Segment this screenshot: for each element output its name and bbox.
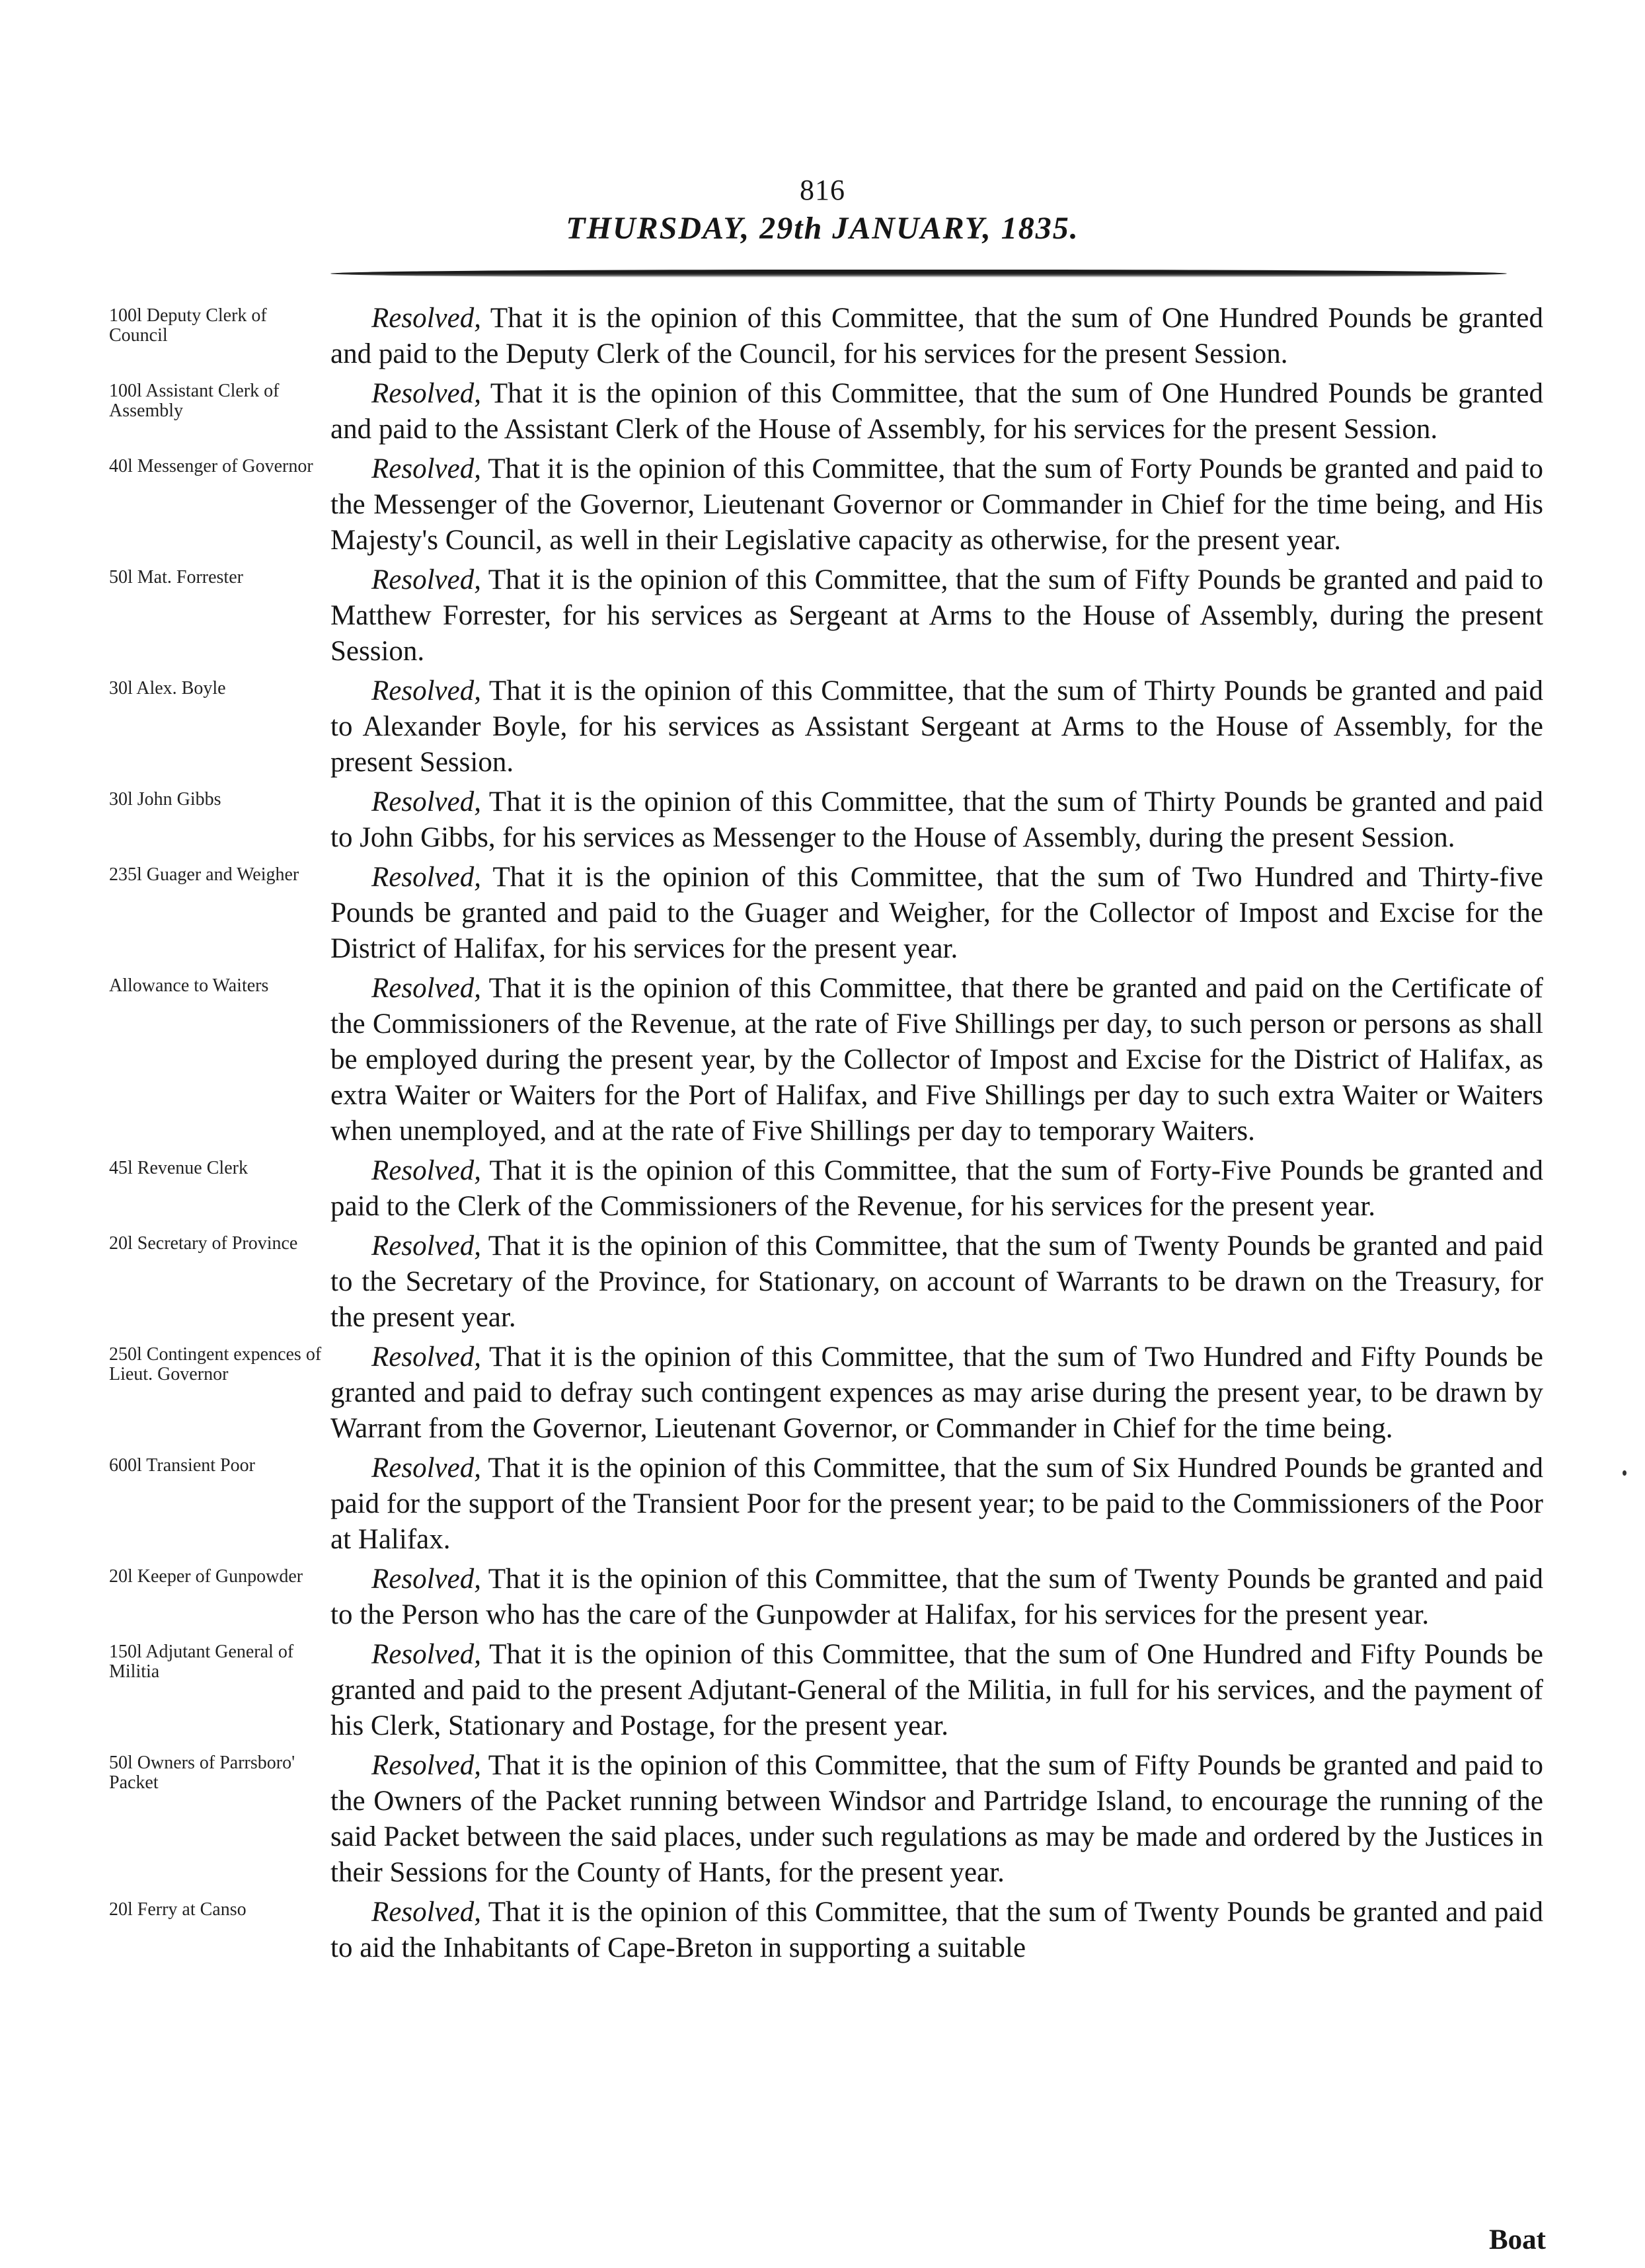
- resolutions-list: [0, 301, 1645, 1970]
- resolution-body: That it is the opinion of this Committee, that the sum of Twenty Pounds be granted and paid to the Secretary of the Province, for Stationary, on account of Warrants to be drawn on the Treasury, for the present year.: [330, 1230, 1544, 1333]
- resolved-word: Resolved,: [371, 1453, 481, 1484]
- resolution-entry: [0, 1895, 1645, 1966]
- margin-note: 50l Mat. Forrester: [109, 567, 243, 587]
- resolution-text: [330, 1340, 1543, 1447]
- resolution-text: [330, 451, 1543, 558]
- resolved-word: Resolved,: [371, 564, 481, 595]
- resolution-body: That it is the opinion of this Committee, that there be granted and paid on the Certificate of the Commissioners of the Revenue, at the rate of Five Shillings per day, to such person or persons as shall be employed during the present year, by the Collector of Impost and Excise for the District of Halifax, as extra Waiter or Waiters for the Port of Halifax, and Five Shillings per day to such extra Waiter or Waiters when unemployed, and at the rate of Five Shillings per day to temporary Waiters.: [330, 973, 1543, 1147]
- margin-note: 600l Transient Poor: [109, 1455, 255, 1476]
- resolved-word: Resolved,: [371, 862, 481, 893]
- resolved-word: Resolved,: [371, 378, 481, 409]
- date-heading: THURSDAY, 29th JANUARY, 1835.: [566, 211, 1079, 246]
- resolved-word: Resolved,: [371, 303, 481, 334]
- resolved-word: Resolved,: [371, 1564, 481, 1595]
- resolution-entry: [0, 860, 1645, 967]
- resolution-body: That it is the opinion of this Committee, that the sum of Fifty Pounds be granted and paid to the Owners of the Packet running between Windsor and Partridge Island, to encourage the running of the said Packet between the said places, under such regulations as may be made and ordered by the Justices in their Sessions for the County of Hants, for the present year.: [330, 1750, 1543, 1888]
- resolved-word: Resolved,: [371, 453, 481, 484]
- resolution-entry: [0, 673, 1645, 780]
- margin-note: 40l Messenger of Governor: [109, 456, 313, 476]
- resolution-entry: [0, 1340, 1645, 1447]
- resolution-body: That it is the opinion of this Committee, that the sum of Twenty Pounds be granted and paid to aid the Inhabitants of Cape-Breton in supporting a suitable: [330, 1897, 1544, 1963]
- resolution-body: That it is the opinion of this Committee, that the sum of One Hundred Pounds be granted and paid to the Assistant Clerk of the House of Assembly, for his services for the present Session.: [330, 378, 1543, 445]
- resolved-word: Resolved,: [371, 1230, 481, 1262]
- resolution-body: That it is the opinion of this Committee, that the sum of One Hundred and Fifty Pounds be granted and paid to the present Adjutant-General of the Militia, in full for his services, and the payment of his Clerk, Stationary and Postage, for the present year.: [330, 1639, 1543, 1741]
- resolution-entry: [0, 1562, 1645, 1633]
- resolved-word: Resolved,: [371, 1897, 481, 1928]
- resolved-word: Resolved,: [371, 1750, 481, 1781]
- resolved-word: Resolved,: [371, 1639, 481, 1670]
- resolution-body: That it is the opinion of this Committee, that the sum of Two Hundred and Fifty Pounds be granted and paid to defray such contingent expences as may arise during the present year, to be drawn by Warrant from the Governor, Lieutenant Governor, or Commander in Chief for the time being.: [330, 1342, 1543, 1444]
- resolution-text: [330, 1562, 1543, 1633]
- resolution-text: [330, 1748, 1543, 1891]
- margin-note: 20l Secretary of Province: [109, 1233, 298, 1254]
- resolution-entry: [0, 1153, 1645, 1225]
- resolution-body: That it is the opinion of this Committee, that the sum of One Hundred Pounds be granted and paid to the Deputy Clerk of the Council, for his services for the present Session.: [330, 303, 1543, 369]
- resolution-text: [330, 971, 1543, 1149]
- margin-note: 20l Keeper of Gunpowder: [109, 1566, 303, 1587]
- margin-note: 50l Owners of Parrsboro' Packet: [109, 1753, 295, 1793]
- margin-note: 250l Contingent expences of Lieut. Governor: [109, 1344, 322, 1384]
- resolution-entry: [0, 784, 1645, 856]
- resolution-body: That it is the opinion of this Committee, that the sum of Twenty Pounds be granted and paid to the Person who has the care of the Gunpowder at Halifax, for his services for the present year.: [330, 1564, 1544, 1630]
- resolution-text: [330, 1153, 1543, 1225]
- resolution-entry: [0, 562, 1645, 669]
- resolution-text: [330, 376, 1543, 447]
- resolution-body: That it is the opinion of this Committee, that the sum of Two Hundred and Thirty-five Pounds be granted and paid to the Guager and Weigher, for the Collector of Impost and Excise for the District of Halifax, for his services for the present year.: [330, 862, 1543, 964]
- margin-note: 30l Alex. Boyle: [109, 678, 226, 699]
- page-number: 816: [800, 174, 845, 206]
- margin-note: 150l Adjutant General of Militia: [109, 1642, 294, 1682]
- resolution-text: [330, 1228, 1543, 1336]
- resolution-body: That it is the opinion of this Committee, that the sum of Thirty Pounds be granted and paid to Alexander Boyle, for his services as Assistant Sergeant at Arms to the House of Assembly, for the present Session.: [330, 675, 1543, 778]
- resolution-entry: [0, 301, 1645, 372]
- resolution-body: That it is the opinion of this Committee, that the sum of Thirty Pounds be granted and paid to John Gibbs, for his services as Messenger to the House of Assembly, during the present Session.: [330, 786, 1543, 853]
- resolution-text: [330, 1637, 1543, 1744]
- margin-note: 100l Deputy Clerk of Council: [109, 305, 267, 346]
- margin-note: 235l Guager and Weigher: [109, 864, 299, 885]
- print-speck: [1623, 1470, 1626, 1476]
- resolution-entry: [0, 971, 1645, 1149]
- resolution-text: [330, 562, 1543, 669]
- margin-note: 20l Ferry at Canso: [109, 1899, 247, 1920]
- resolved-word: Resolved,: [371, 675, 481, 706]
- margin-note: 100l Assistant Clerk of Assembly: [109, 381, 280, 421]
- resolution-entry: [0, 1451, 1645, 1558]
- resolution-text: [330, 1451, 1543, 1558]
- heading-rule: [330, 270, 1507, 278]
- margin-note: Allowance to Waiters: [109, 975, 269, 996]
- resolution-body: That it is the opinion of this Committee, that the sum of Fifty Pounds be granted and paid to Matthew Forrester, for his services as Sergeant at Arms to the House of Assembly, during the present Session.: [330, 564, 1543, 667]
- resolution-text: [330, 673, 1543, 780]
- resolution-entry: [0, 1637, 1645, 1744]
- margin-note: 45l Revenue Clerk: [109, 1158, 248, 1178]
- resolution-entry: [0, 376, 1645, 447]
- resolution-text: [330, 784, 1543, 856]
- resolved-word: Resolved,: [371, 786, 481, 817]
- catchword: Boat: [1489, 2224, 1546, 2255]
- resolved-word: Resolved,: [371, 1155, 481, 1186]
- resolution-body: That it is the opinion of this Committee, that the sum of Six Hundred Pounds be granted and paid for the support of the Transient Poor for the present year; to be paid to the Commissioners of the Poor at Halifax.: [330, 1453, 1543, 1555]
- margin-note: 30l John Gibbs: [109, 789, 221, 810]
- resolved-word: Resolved,: [371, 973, 481, 1004]
- resolution-body: That it is the opinion of this Committee, that the sum of Forty-Five Pounds be granted and paid to the Clerk of the Commissioners of the Revenue, for his services for the present year.: [330, 1155, 1543, 1222]
- resolution-entry: [0, 1748, 1645, 1891]
- resolved-word: Resolved,: [371, 1342, 481, 1373]
- resolution-entry: [0, 451, 1645, 558]
- resolution-text: [330, 1895, 1543, 1966]
- resolution-entry: [0, 1228, 1645, 1336]
- resolution-text: [330, 860, 1543, 967]
- resolution-body: That it is the opinion of this Committee, that the sum of Forty Pounds be granted and paid to the Messenger of the Governor, Lieutenant Governor or Commander in Chief for the time being, and His Majesty's Council, as well in their Legislative capacity as otherwise, for the present year.: [330, 453, 1543, 556]
- resolution-text: [330, 301, 1543, 372]
